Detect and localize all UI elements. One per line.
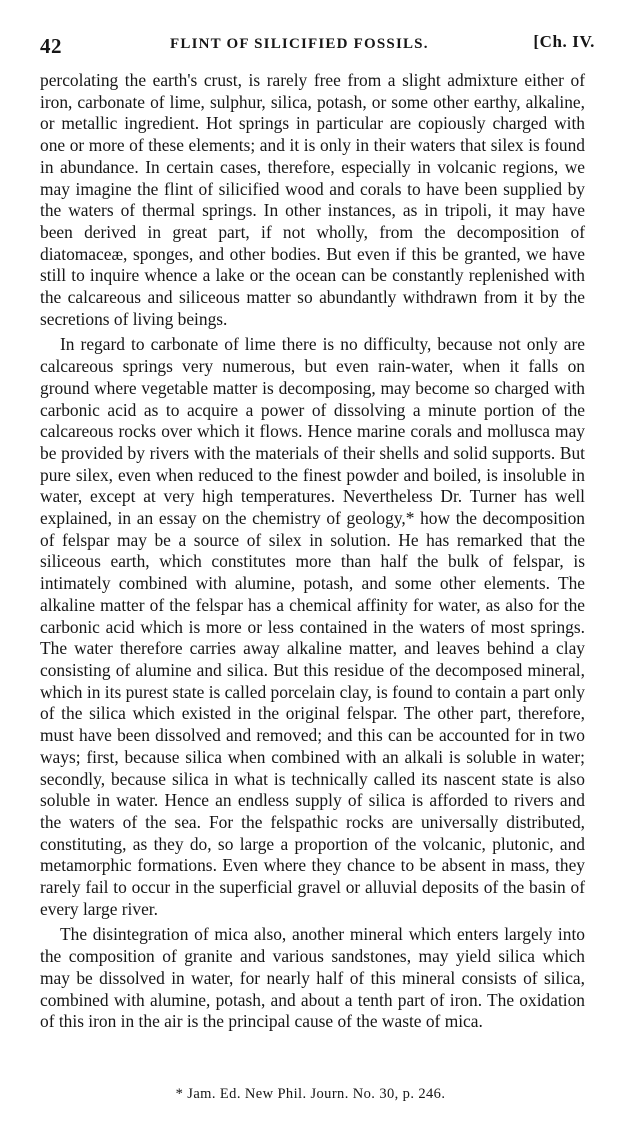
paragraph-3: The disintegration of mica also, another mineral which enters largely into the composition of granite and various sandstones, may yield silica which may be dissolved in water, for nearly half of this mineral consists of silica, combined with alumine, potash, and about a tenth part of iron. The oxidation of this iron in the air is the principal cause of the waste of mica.: [40, 924, 585, 1032]
page-number: 42: [40, 34, 62, 58]
paragraph-2: In regard to carbonate of lime there is no difficulty, because not only are calcareous springs very numerous, but even rain-water, when it falls on ground where vegetable matter is decomposing, may become so charged with carbonic acid as to acquire a power of dissolving a minute portion of the calcareous rocks over which it flows. Hence marine corals and mollusca may be provided by rivers with the materials of their shells and solid supports. But pure silex, even when reduced to the finest powder and boiled, is insoluble in water, except at very high temperatures. Nevertheless Dr. Turner has well explained, in an essay on the chemistry of geology,* how the decomposition of felspar may be a source of silex in solution. He has remarked that the siliceous earth, which constitutes more than half the bulk of felspar, is intimately combined with alumine, potash, and some other elements. The alkaline matter of the felspar has a chemical affinity for water, as also for the carbonic acid which is more or less contained in the waters of most springs. The water therefore carries away alkaline matter, and leaves behind a clay consisting of alumine and silica. But this residue of the decomposed mineral, which in its purest state is called porcelain clay, is found to contain a part only of the silica which existed in the original felspar. The other part, therefore, must have been dissolved and removed; and this can be accounted for in two ways; first, because silica when combined with an alkali is soluble in water; secondly, because silica in what is technically called its nascent state is also soluble in water. Hence an endless supply of silica is afforded to rivers and the waters of the sea. For the felspathic rocks are universally distributed, constituting, as they do, so large a proportion of the volcanic, plutonic, and metamorphic formations. Even where they chance to be absent in mass, they rarely fail to occur in the superficial gravel or alluvial deposits of the basin of every large river.: [40, 334, 585, 919]
page-header: [40, 30, 595, 56]
running-head: FLINT OF SILICIFIED FOSSILS.: [170, 36, 429, 52]
footnote: * Jam. Ed. New Phil. Journ. No. 30, p. 246.: [175, 1086, 446, 1102]
paragraph-1: percolating the earth's crust, is rarely free from a slight admixture either of iron, carbonate of lime, sulphur, silica, potash, or some other earthy, alkaline, or metallic ingredient. Hot springs in particular are copiously charged with one or more of these elements; and it is only in their waters that silex is found in abundance. In certain cases, therefore, especially in volcanic regions, we may imagine the flint of silicified wood and corals to have been supplied by the waters of thermal springs. In other instances, as in tripoli, it may have been derived in great part, if not wholly, from the decomposition of diatomaceæ, sponges, and other bodies. But even if this be granted, we have still to inquire whence a lake or the ocean can be constantly replenished with the calcareous and siliceous matter so abundantly withdrawn from it by the secretions of living beings.: [40, 70, 585, 329]
chapter-reference: [Ch. IV.: [533, 32, 595, 51]
body-text: [40, 70, 585, 1033]
